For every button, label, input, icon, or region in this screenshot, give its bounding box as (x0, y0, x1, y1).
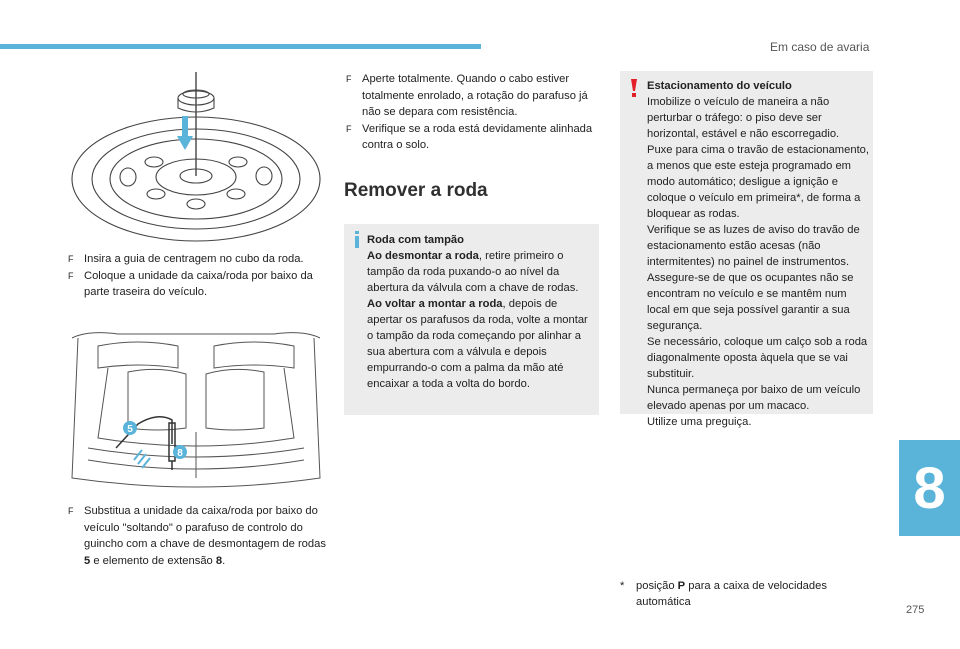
bullet-arrow-icon: F (68, 254, 74, 264)
list-item: F Aperte totalmente. Quando o cabo estiver totalmente enrolado, a rotação do parafuso já não se depara com resistência. (346, 73, 588, 118)
bullet-arrow-icon: F (346, 123, 352, 134)
list-item: F Coloque a unidade da caixa/roda por baixo da parte traseira do veículo. (68, 269, 313, 298)
paragraph: Imobilize o veículo de maneira a não perturbar o tráfego: o piso deve ser horizontal, estável e não escorregadio. (647, 96, 840, 140)
instruction-list-1 (68, 251, 330, 301)
page-number: 275 (906, 604, 925, 616)
warning-exclamation-icon (629, 79, 639, 97)
footnote: * posição P para a caixa de velocidades automática (620, 580, 827, 608)
bullet-arrow-icon: F (68, 270, 74, 281)
section-heading: Remover a roda (344, 180, 488, 201)
info-box (344, 224, 599, 415)
info-box-text: Roda com tampão Ao desmontar a roda, retire primeiro o tampão da roda puxando-o ao nível da abertura da válvula com a chave de rodas. Ao voltar a montar a roda, depois de apertar os parafusos da roda, volte a montar o tampão da roda começando por alinhar a sua abertura com a válvula e depois empurrando-o com a palma da mão até encaixar a toda a volta do bordo. (367, 234, 588, 390)
paragraph: Verifique se as luzes de aviso do travão de estacionamento estão acesas (não intermitentes) no painel de instrumentos. (647, 224, 860, 268)
list-item: F Substitua a unidade da caixa/roda por baixo do veículo "soltando" o parafuso de controlo do guincho com a chave de desmontagem de rodas 5 e elemento de extensão 8. (68, 505, 326, 567)
list-item: F Insira a guia de centragem no cubo da roda. (68, 251, 330, 268)
paragraph: Nunca permaneça por baixo de um veículo elevado apenas por um macaco. (647, 384, 861, 412)
figure-label-8: 8 (177, 448, 183, 459)
paragraph: Assegure-se de que os ocupantes não se encontram no veículo e se mantêm num local em que seja possível garantir a sua segurança. (647, 272, 854, 332)
bullet-arrow-icon: F (346, 74, 352, 84)
info-icon (355, 231, 359, 248)
chapter-tab: 8 (899, 440, 960, 536)
bullet-arrow-icon: F (68, 506, 74, 516)
section-title: Em caso de avaria (770, 40, 870, 54)
warning-box (620, 71, 873, 428)
boot-illustration (68, 328, 324, 498)
info-box-title: Roda com tampão (367, 234, 464, 246)
boot-tools-figure (68, 328, 324, 498)
paragraph: Puxe para cima o travão de estacionamento, a menos que este esteja programado em modo automático; desligue a ignição e coloque o veículo em primeira*, de forma a bloquear as rodas. (647, 144, 870, 220)
spare-wheel-illustration (68, 64, 324, 244)
header-accent-bar (0, 44, 481, 49)
figure-label-5: 5 (127, 424, 133, 435)
list-item: F Verifique se a roda está devidamente alinhada contra o solo. (346, 122, 593, 151)
instruction-list-3 (346, 71, 600, 154)
warning-box-title: Estacionamento do veículo (647, 80, 792, 92)
warning-box-text (647, 78, 869, 430)
paragraph: Utilize uma preguiça. (647, 416, 752, 428)
paragraph: Se necessário, coloque um calço sob a roda diagonalmente oposta àquela que se vai substituir. (647, 336, 868, 380)
spare-wheel-figure (68, 64, 324, 244)
instruction-list-2 (68, 503, 330, 569)
